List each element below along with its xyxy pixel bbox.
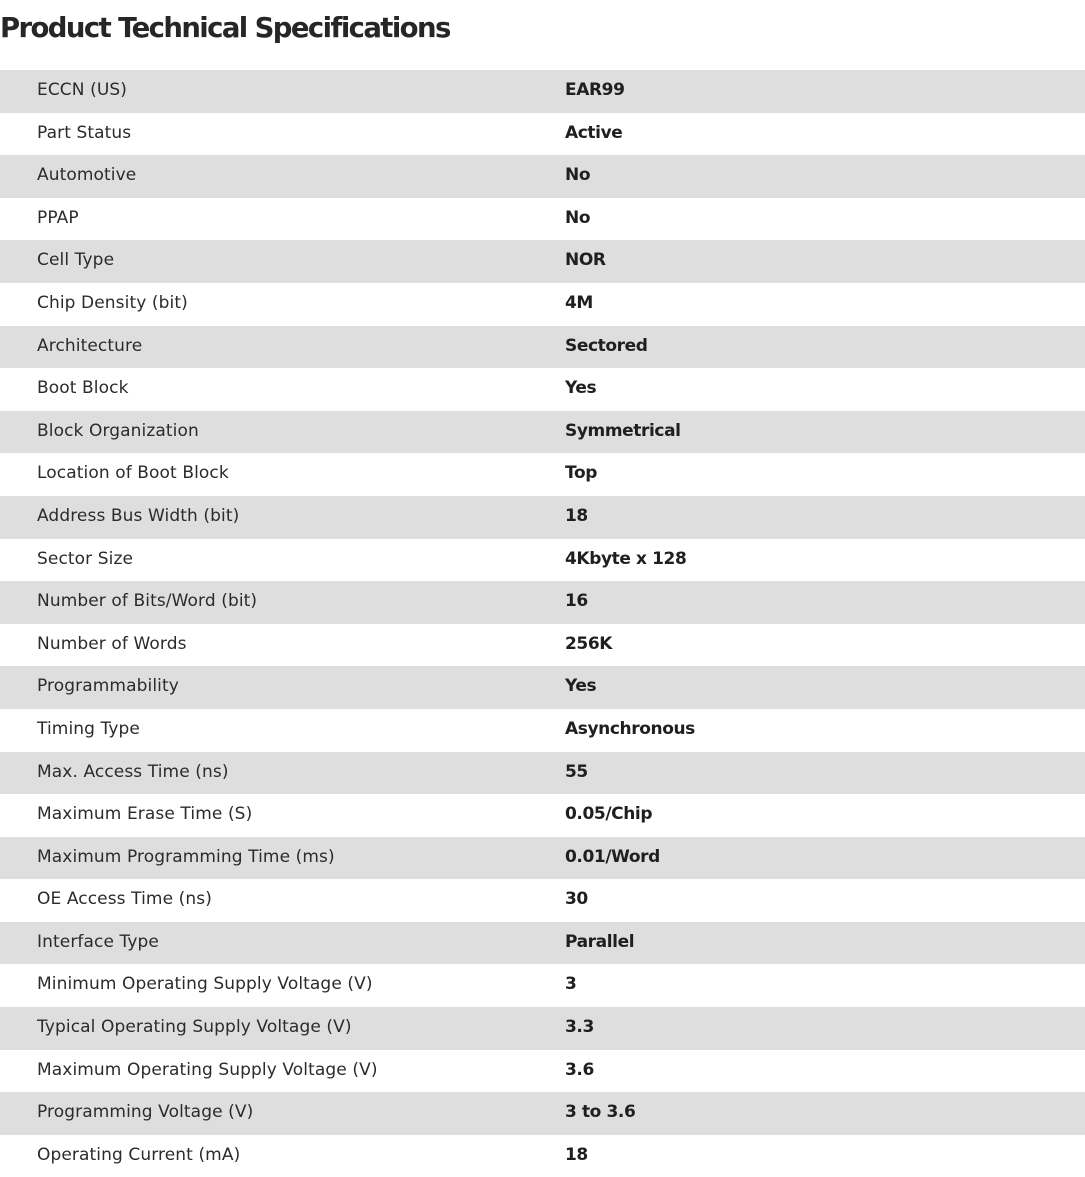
spec-value: 0.01/Word	[565, 846, 660, 867]
spec-value: NOR	[565, 250, 606, 271]
spec-value: 0.05/Chip	[565, 804, 653, 825]
spec-row-max-erase-time	[0, 794, 1085, 837]
spec-label: Programming Voltage (V)	[37, 1102, 254, 1123]
spec-row-boot-block	[0, 368, 1085, 411]
spec-value: 55	[565, 761, 588, 782]
spec-row-programming-voltage	[0, 1092, 1085, 1135]
spec-row-min-supply-voltage	[0, 964, 1085, 1007]
spec-label: Block Organization	[37, 420, 199, 441]
spec-row-architecture	[0, 326, 1085, 369]
spec-label: Number of Bits/Word (bit)	[37, 591, 258, 612]
page-title: Product Technical Specifications	[0, 12, 450, 44]
spec-value: 18	[565, 1144, 588, 1165]
spec-label: PPAP	[37, 207, 79, 228]
spec-label: Automotive	[37, 165, 137, 186]
spec-value: EAR99	[565, 80, 625, 100]
spec-value: Parallel	[565, 931, 635, 952]
spec-row-interface-type	[0, 922, 1085, 965]
spec-label: OE Access Time (ns)	[37, 889, 212, 910]
spec-value: 4Kbyte x 128	[565, 548, 687, 569]
spec-row-part-status	[0, 113, 1085, 156]
spec-row-bits-per-word	[0, 581, 1085, 624]
spec-value: No	[565, 165, 591, 186]
spec-label: Number of Words	[37, 633, 187, 654]
spec-value: Yes	[565, 378, 597, 399]
spec-row-operating-current	[0, 1135, 1085, 1177]
spec-label: Sector Size	[37, 548, 134, 569]
spec-row-block-organization	[0, 411, 1085, 454]
spec-value: 3 to 3.6	[565, 1102, 636, 1123]
spec-row-sector-size	[0, 539, 1085, 582]
spec-value: Active	[565, 122, 623, 143]
spec-row-max-access-time	[0, 752, 1085, 795]
spec-label: Timing Type	[37, 718, 140, 739]
spec-label: Architecture	[37, 335, 143, 356]
spec-row-cell-type	[0, 240, 1085, 283]
spec-row-timing-type	[0, 709, 1085, 752]
spec-label: Cell Type	[37, 250, 115, 271]
spec-label: Typical Operating Supply Voltage (V)	[37, 1017, 352, 1038]
spec-row-chip-density	[0, 283, 1085, 326]
spec-row-number-of-words	[0, 624, 1085, 667]
spec-label: Minimum Operating Supply Voltage (V)	[37, 974, 373, 995]
spec-value: No	[565, 207, 591, 228]
spec-value: 256K	[565, 633, 613, 654]
spec-value: 3.6	[565, 1059, 594, 1080]
spec-row-max-supply-voltage	[0, 1050, 1085, 1093]
spec-value: 18	[565, 505, 588, 526]
spec-label: Interface Type	[37, 931, 159, 952]
spec-table	[0, 70, 1085, 1177]
spec-value: Sectored	[565, 335, 648, 356]
spec-row-programmability	[0, 666, 1085, 709]
spec-value: 16	[565, 591, 588, 612]
spec-value: Yes	[565, 676, 597, 697]
spec-row-max-programming-time	[0, 837, 1085, 880]
spec-row-address-bus-width	[0, 496, 1085, 539]
spec-label: Max. Access Time (ns)	[37, 761, 229, 782]
spec-label: Address Bus Width (bit)	[37, 505, 240, 526]
spec-value: 3.3	[565, 1017, 594, 1038]
spec-value: Top	[565, 463, 597, 484]
spec-label: ECCN (US)	[37, 80, 128, 100]
spec-label: Part Status	[37, 122, 132, 143]
spec-label: Chip Density (bit)	[37, 292, 188, 313]
spec-label: Operating Current (mA)	[37, 1144, 241, 1165]
spec-row-automotive	[0, 155, 1085, 198]
spec-row-ppap	[0, 198, 1085, 241]
spec-row-location-of-boot-block	[0, 453, 1085, 496]
spec-label: Location of Boot Block	[37, 463, 229, 484]
spec-row-oe-access-time	[0, 879, 1085, 922]
spec-label: Maximum Operating Supply Voltage (V)	[37, 1059, 378, 1080]
spec-value: Symmetrical	[565, 420, 681, 441]
spec-row-eccn	[0, 70, 1085, 113]
spec-value: 3	[565, 974, 577, 995]
spec-label: Programmability	[37, 676, 179, 697]
spec-value: 30	[565, 889, 588, 910]
spec-label: Maximum Programming Time (ms)	[37, 846, 335, 867]
spec-value: Asynchronous	[565, 718, 695, 739]
spec-value: 4M	[565, 292, 593, 313]
spec-row-typical-supply-voltage	[0, 1007, 1085, 1050]
spec-label: Maximum Erase Time (S)	[37, 804, 253, 825]
spec-label: Boot Block	[37, 378, 129, 399]
